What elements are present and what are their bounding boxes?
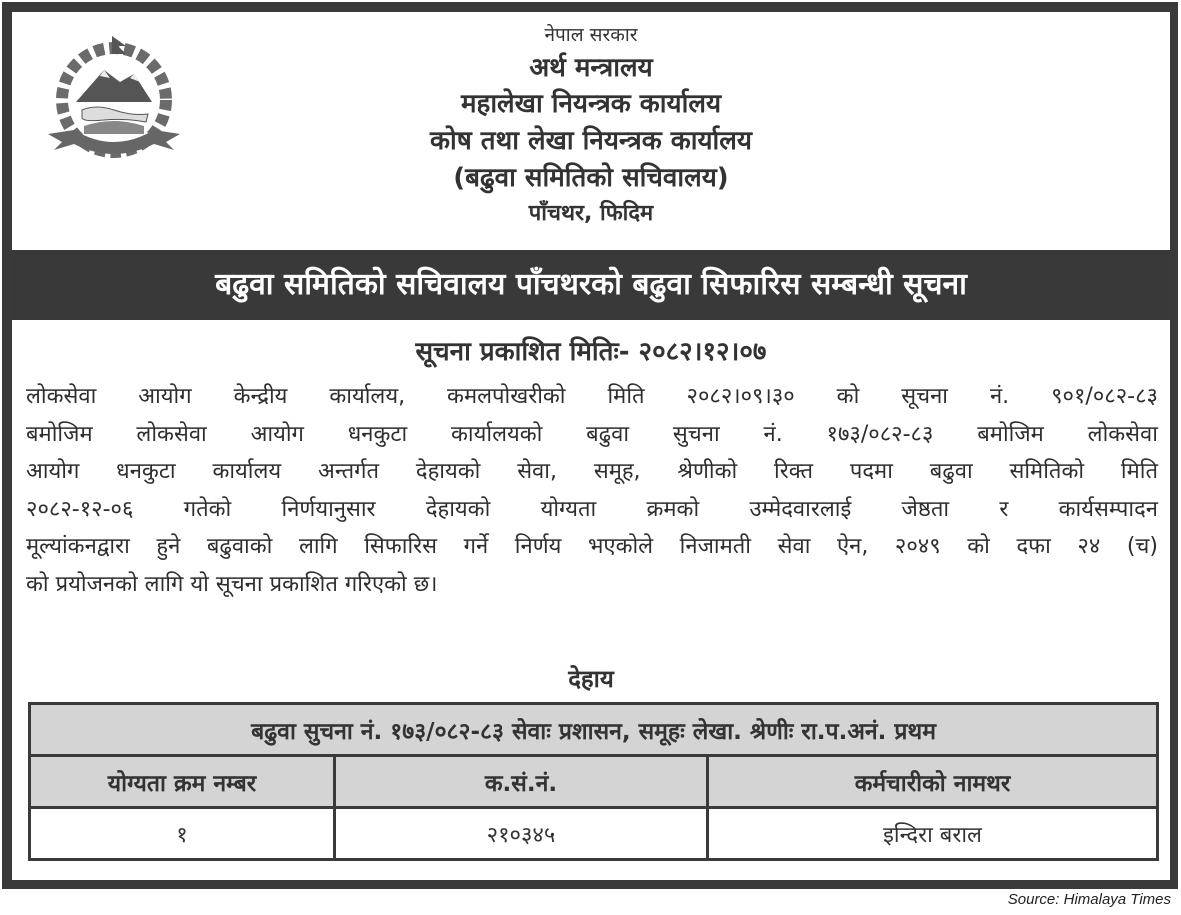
cell-code-number: २१०३४५ <box>335 808 708 860</box>
notice-sheet <box>12 12 1170 880</box>
office-name-2: कोष तथा लेखा नियन्त्रक कार्यालय <box>430 126 752 156</box>
ministry-name: अर्थ मन्त्रालय <box>529 53 653 83</box>
table-row <box>30 808 1158 860</box>
body-line: बमोजिम लोकसेवा आयोग धनकुटा कार्यालयको बढुवा सुचना नं. १७३/०८२-८३ बमोजिम लोकसेवा <box>26 421 1158 447</box>
office-name-1: महालेखा नियन्त्रक कार्यालय <box>460 89 722 119</box>
header <box>12 20 1170 231</box>
notice-frame <box>2 2 1178 889</box>
column-header-merit-rank: योग्यता क्रम नम्बर <box>30 756 335 808</box>
table-header-row <box>30 756 1158 808</box>
column-header-code-number: क.सं.नं. <box>335 756 708 808</box>
body-line: आयोग धनकुटा कार्यालय अन्तर्गत देहायको सेवा, समूह, श्रेणीको रिक्त पदमा बढुवा समितिको मिति <box>26 459 1158 484</box>
publication-date: सूचना प्रकाशित मितिः- २०८२।१२।०७ <box>415 337 767 367</box>
government-name: नेपाल सरकार <box>544 24 638 46</box>
cell-employee-name: इन्दिरा बराल <box>708 808 1158 860</box>
body-line: २०८२-१२-०६ गतेको निर्णयानुसार देहायको योग्यता क्रमको उम्मेदवारलाई जेष्ठता र कार्यसम्पादन <box>26 496 1158 522</box>
body-line: मूल्यांकनद्वारा हुने बढुवाको लागि सिफारिस गर्ने निर्णय भएकोले निजामती सेवा ऐन, २०४९ को दफा २४ (च) <box>26 534 1158 559</box>
column-header-employee-name: कर्मचारीको नामथर <box>708 756 1158 808</box>
promotion-table <box>28 702 1159 861</box>
notice-body <box>26 378 1158 603</box>
dehay-label: देहाय <box>568 665 614 693</box>
table-caption: बढुवा सुचना नं. १७३/०८२-८३ सेवाः प्रशासन, समूहः लेखा. श्रेणीः रा.प.अनं. प्रथम <box>30 704 1158 756</box>
body-line: को प्रयोजनको लागि यो सूचना प्रकाशित गरिएको छ। <box>26 571 438 597</box>
table-caption-row <box>30 704 1158 756</box>
notice-title: बढुवा समितिको सचिवालय पाँचथरको बढुवा सिफारिस सम्बन्धी सूचना <box>12 250 1170 320</box>
office-location: पाँचथर, फिदिम <box>528 201 654 226</box>
cell-merit-rank: १ <box>30 808 335 860</box>
source-credit: Source: Himalaya Times <box>1007 891 1171 908</box>
office-name-3: (बढुवा समितिको सचिवालय) <box>453 163 729 193</box>
body-line: लोकसेवा आयोग केन्द्रीय कार्यालय, कमलपोखरीको मिति २०८२।०९।३० को सूचना नं. ९०१/०८२-८३ <box>26 384 1158 409</box>
